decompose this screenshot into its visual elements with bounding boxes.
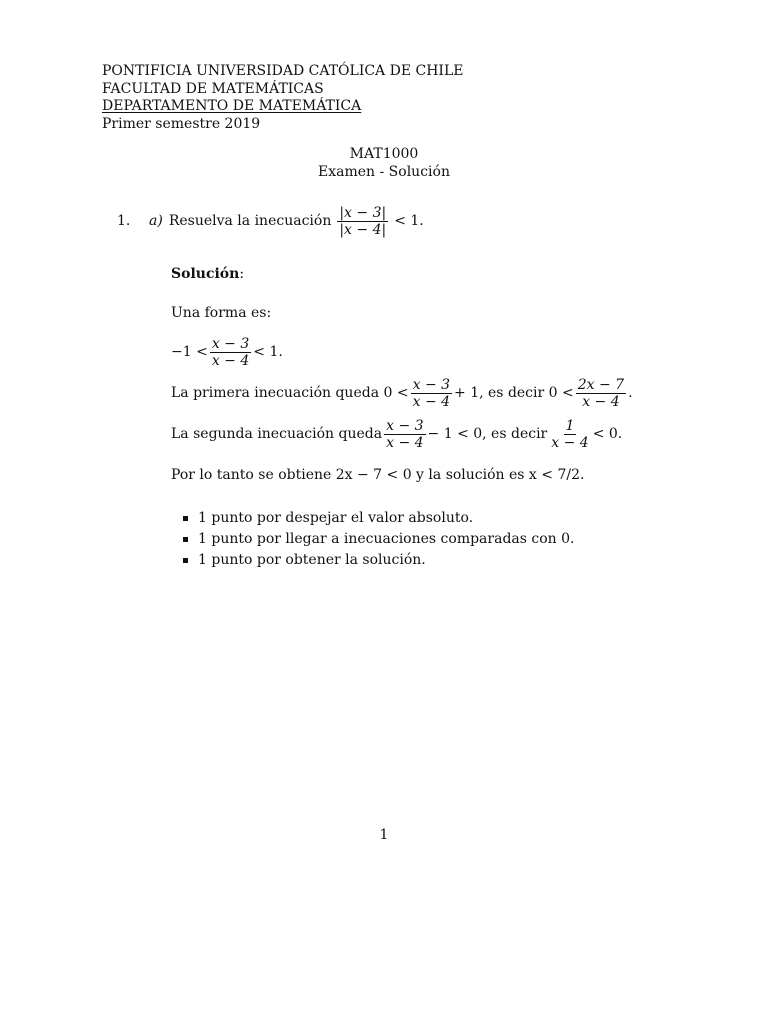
solution-colon: : xyxy=(239,266,245,282)
fraction-denominator: x − 4 xyxy=(412,394,451,411)
problem-fraction xyxy=(337,205,388,238)
fraction-numerator: x − 3 xyxy=(386,418,424,434)
page-number: 1 xyxy=(379,827,389,843)
fraction-denominator: x − 4 xyxy=(551,435,589,452)
exam-title xyxy=(0,146,768,182)
line3-fraction-1 xyxy=(384,418,425,451)
semester-label: Primer semestre 2019 xyxy=(102,115,261,132)
line1-suffix: < 1. xyxy=(253,343,283,360)
line3-prefix: La segunda inecuación queda xyxy=(171,425,383,442)
solution-heading xyxy=(171,266,244,284)
list-item xyxy=(183,508,574,529)
university-name: PONTIFICIA UNIVERSIDAD CATÓLICA DE CHILE xyxy=(102,63,464,79)
fraction-denominator: x − 4 xyxy=(211,353,250,370)
bullet-icon xyxy=(183,537,188,542)
fraction-numerator: 1 xyxy=(565,418,575,434)
grading-item-text: 1 punto por llegar a inecuaciones comparadas con 0. xyxy=(198,530,575,547)
line2-suffix: . xyxy=(628,384,633,401)
line2-prefix: La primera inecuación queda 0 < xyxy=(171,384,409,401)
solution-intro: Una forma es: xyxy=(171,305,272,321)
solution-line-3 xyxy=(171,418,622,451)
solution-label: Solución xyxy=(171,266,240,282)
problem-number: 1. xyxy=(117,212,131,229)
grading-item-text: 1 punto por obtener la solución. xyxy=(198,551,426,568)
fraction-numerator: |x − 3| xyxy=(339,205,387,221)
line3-middle: − 1 < 0, es decir xyxy=(427,425,548,442)
line3-suffix: < 0. xyxy=(592,425,623,442)
fraction-denominator: x − 4 xyxy=(582,394,620,411)
problem-statement-suffix: < 1. xyxy=(394,212,424,229)
solution-line-2 xyxy=(171,377,633,410)
fraction-numerator: 2x − 7 xyxy=(577,377,625,393)
list-item xyxy=(183,550,574,571)
line1-prefix: −1 < xyxy=(171,343,208,360)
grading-item-text: 1 punto por despejar el valor absoluto. xyxy=(198,509,474,526)
exam-subtitle: Examen - Solución xyxy=(318,164,450,180)
fraction-numerator: x − 3 xyxy=(412,377,451,393)
line2-fraction-1 xyxy=(411,377,452,410)
line1-fraction xyxy=(210,336,251,369)
line2-fraction-2 xyxy=(576,377,626,410)
solution-conclusion: Por lo tanto se obtiene 2x − 7 < 0 y la solución es x < 7/2. xyxy=(171,467,585,483)
bullet-icon xyxy=(183,516,188,521)
problem-part: a) xyxy=(149,212,163,229)
document-header xyxy=(102,63,463,133)
fraction-numerator: x − 3 xyxy=(211,336,250,352)
department-name: DEPARTAMENTO DE MATEMÁTICA xyxy=(102,98,362,114)
grading-list xyxy=(183,508,574,571)
problem-statement-prefix: Resuelva la inecuación xyxy=(168,212,332,229)
bullet-icon xyxy=(183,558,188,563)
line2-middle: + 1, es decir 0 < xyxy=(454,384,574,401)
course-code: MAT1000 xyxy=(349,146,419,162)
fraction-denominator: x − 4 xyxy=(386,435,424,452)
list-item xyxy=(183,529,574,550)
problem-statement xyxy=(117,205,424,238)
line3-fraction-2 xyxy=(549,418,590,451)
solution-line-1 xyxy=(171,336,283,369)
faculty-name: FACULTAD DE MATEMÁTICAS xyxy=(102,80,324,97)
fraction-denominator: |x − 4| xyxy=(339,222,387,239)
